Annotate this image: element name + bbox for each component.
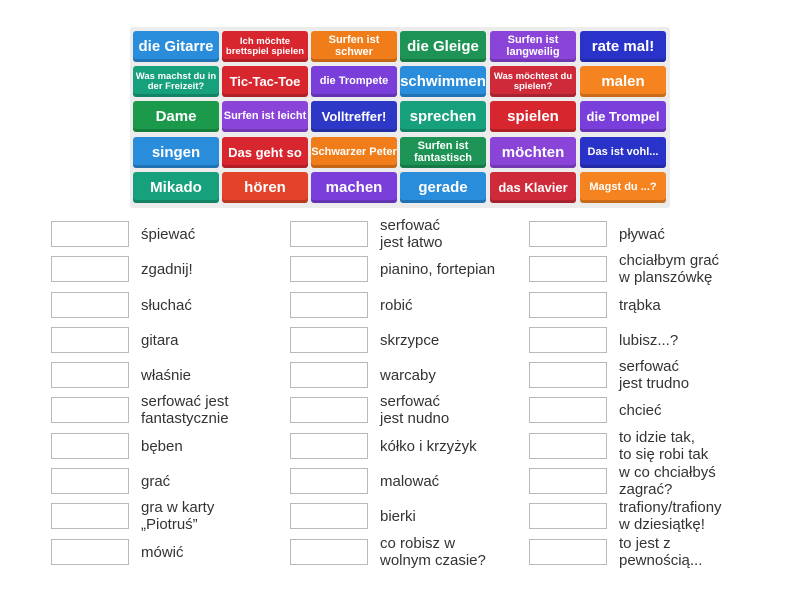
drop-slot[interactable] bbox=[290, 397, 368, 423]
drop-slot[interactable] bbox=[51, 256, 129, 282]
word-tile[interactable]: Schwarzer Peter bbox=[311, 137, 397, 168]
word-tile[interactable]: möchten bbox=[490, 137, 576, 168]
answer-label: robić bbox=[380, 296, 413, 314]
drop-slot[interactable] bbox=[51, 433, 129, 459]
answer-label: gitara bbox=[141, 331, 179, 349]
answer-label: bierki bbox=[380, 507, 416, 525]
answer-label: to idzie tak, to się robi tak bbox=[619, 429, 709, 463]
answer-label: gra w karty „Piotruś” bbox=[141, 499, 215, 533]
drop-slot[interactable] bbox=[51, 327, 129, 353]
word-tile[interactable]: sprechen bbox=[400, 101, 486, 132]
word-tile[interactable]: Ich möchte brettspiel spielen bbox=[222, 31, 308, 62]
word-tile[interactable]: singen bbox=[133, 137, 219, 168]
drop-slot[interactable] bbox=[529, 256, 607, 282]
drop-slot[interactable] bbox=[529, 539, 607, 565]
answer-label: serfować jest łatwo bbox=[380, 217, 443, 251]
word-tile[interactable]: Das geht so bbox=[222, 137, 308, 168]
answer-label: słuchać bbox=[141, 296, 192, 314]
word-tile[interactable]: Das ist vohl... bbox=[580, 137, 666, 168]
drop-slot[interactable] bbox=[51, 503, 129, 529]
answer-label: lubisz...? bbox=[619, 331, 679, 349]
drop-slot[interactable] bbox=[529, 503, 607, 529]
word-tile[interactable]: Mikado bbox=[133, 172, 219, 203]
word-tile[interactable]: die Trompel bbox=[580, 101, 666, 132]
word-tile[interactable]: das Klavier bbox=[490, 172, 576, 203]
word-tile[interactable]: Was machst du in der Freizeit? bbox=[133, 66, 219, 97]
drop-slot[interactable] bbox=[51, 468, 129, 494]
answer-label: w co chciałbyś zagrać? bbox=[619, 464, 716, 498]
drop-slot[interactable] bbox=[529, 397, 607, 423]
word-tile[interactable]: Volltreffer! bbox=[311, 101, 397, 132]
drop-slot[interactable] bbox=[290, 327, 368, 353]
answer-label: co robisz w wolnym czasie? bbox=[380, 535, 486, 569]
drop-slot[interactable] bbox=[529, 221, 607, 247]
answer-label: malować bbox=[380, 472, 440, 490]
answer-label: zgadnij! bbox=[141, 260, 193, 278]
drop-slot[interactable] bbox=[290, 292, 368, 318]
word-tile[interactable]: Surfen ist fantastisch bbox=[400, 137, 486, 168]
drop-slot[interactable] bbox=[290, 256, 368, 282]
drop-slot[interactable] bbox=[290, 362, 368, 388]
word-tile[interactable]: Dame bbox=[133, 101, 219, 132]
word-tile[interactable]: spielen bbox=[490, 101, 576, 132]
word-tile[interactable]: die Gleige bbox=[400, 31, 486, 62]
answer-label: skrzypce bbox=[380, 331, 440, 349]
word-tile[interactable]: gerade bbox=[400, 172, 486, 203]
answer-label: kółko i krzyżyk bbox=[380, 437, 477, 455]
answer-label: trąbka bbox=[619, 296, 661, 314]
drop-slot[interactable] bbox=[51, 221, 129, 247]
drop-slot[interactable] bbox=[529, 433, 607, 459]
word-tile[interactable]: hören bbox=[222, 172, 308, 203]
drop-slot[interactable] bbox=[290, 468, 368, 494]
drop-slot[interactable] bbox=[290, 503, 368, 529]
word-tile[interactable]: malen bbox=[580, 66, 666, 97]
word-tile[interactable]: die Trompete bbox=[311, 66, 397, 97]
answer-label: śpiewać bbox=[141, 225, 196, 243]
word-tile[interactable]: Surfen ist schwer bbox=[311, 31, 397, 62]
answer-label: serfować jest nudno bbox=[380, 393, 450, 427]
word-tile[interactable]: rate mal! bbox=[580, 31, 666, 62]
word-tile[interactable]: Magst du ...? bbox=[580, 172, 666, 203]
word-tile[interactable]: Surfen ist langweilig bbox=[490, 31, 576, 62]
word-tile[interactable]: machen bbox=[311, 172, 397, 203]
answer-label: trafiony/trafiony w dziesiątkę! bbox=[619, 499, 722, 533]
drop-slot[interactable] bbox=[290, 539, 368, 565]
drop-slot[interactable] bbox=[290, 221, 368, 247]
answer-label: serfować jest fantastycznie bbox=[141, 393, 229, 427]
word-tile[interactable]: Was möchtest du spielen? bbox=[490, 66, 576, 97]
answer-label: pływać bbox=[619, 225, 665, 243]
drop-slot[interactable] bbox=[51, 397, 129, 423]
drop-slot[interactable] bbox=[529, 362, 607, 388]
drop-slot[interactable] bbox=[51, 292, 129, 318]
drop-slot[interactable] bbox=[529, 327, 607, 353]
word-tile[interactable]: Surfen ist leicht bbox=[222, 101, 308, 132]
answer-label: właśnie bbox=[141, 366, 192, 384]
drop-slot[interactable] bbox=[290, 433, 368, 459]
answer-label: chcieć bbox=[619, 401, 662, 419]
answer-label: to jest z pewnością... bbox=[619, 535, 703, 569]
word-tile[interactable]: Tic-Tac-Toe bbox=[222, 66, 308, 97]
drop-slot[interactable] bbox=[51, 362, 129, 388]
answer-label: grać bbox=[141, 472, 171, 490]
drop-slot[interactable] bbox=[529, 468, 607, 494]
answer-label: mówić bbox=[141, 543, 184, 561]
answer-label: pianino, fortepian bbox=[380, 260, 496, 278]
answer-label: chciałbym grać w planszówkę bbox=[619, 252, 720, 286]
drop-slot[interactable] bbox=[51, 539, 129, 565]
drop-slot[interactable] bbox=[529, 292, 607, 318]
word-tile[interactable]: die Gitarre bbox=[133, 31, 219, 62]
answer-label: bęben bbox=[141, 437, 183, 455]
answer-label: warcaby bbox=[380, 366, 436, 384]
word-tile[interactable]: schwimmen bbox=[400, 66, 486, 97]
answer-label: serfować jest trudno bbox=[619, 358, 690, 392]
